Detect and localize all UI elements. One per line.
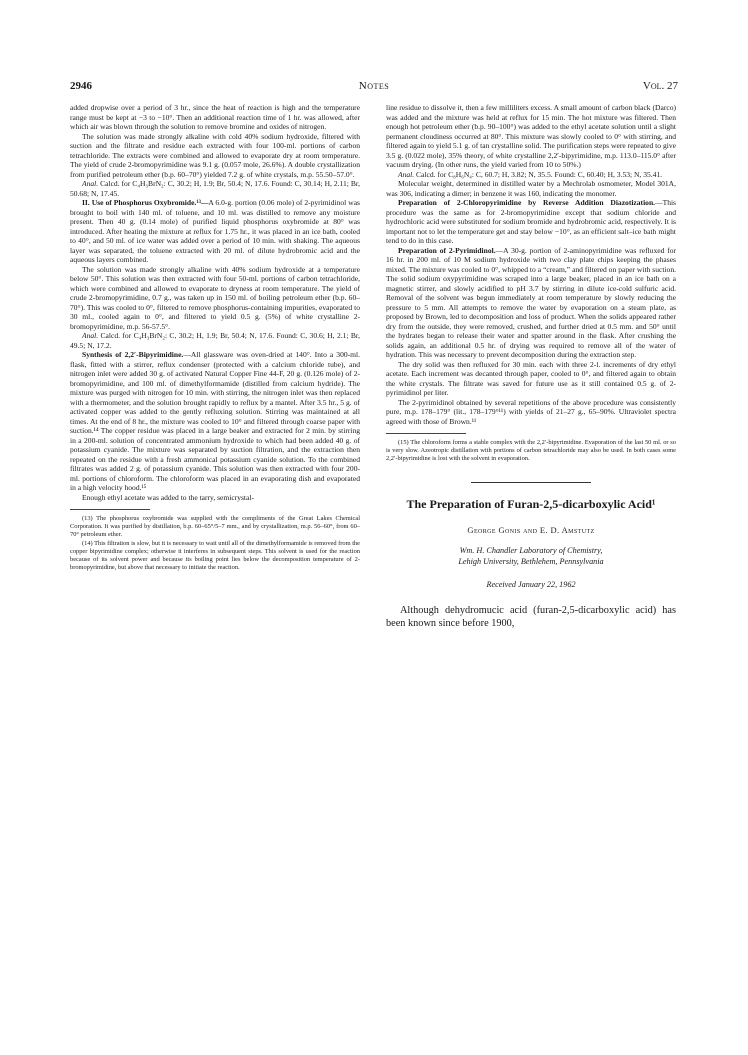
- right-column: [386, 103, 676, 1008]
- section-text: —All glassware was oven-dried at 140°. Into a 300-ml. flask, fitted with a stirrer, reflux condenser (protected with a calcium chloride tube), and nitrogen inlet were added 30 g. of activated Natural Copper Fine 44-F, 20 g. (0.126 mole) of 2-bromopyrimidine, and 100 ml. of dimethylformamide (distilled from calcium hydride). The mixture was purged with nitrogen for 10 min. with stirring, the nitrogen inlet was then replaced with a thermometer, and the solution brought rapidly to reflux by a mantel. After 3.5 hr., 5 g. of activated copper was added to the gently refluxing solution. Stirring was maintained at all times. At the end of 8 hr., the mixture was cooled to 10° and filtered through coarse paper with suction.¹⁴ The copper residue was placed in a large beaker and extracted for 2 min. by stirring in a 200-ml. solution of concentrated ammonium hydroxide to which had been added 40 g. of potassium cyanide. The mixture was separated by suction filtration, and the extraction then repeated on the residue with a fresh ammonical potassium cyanide solution. To the combined filtrates was added 2 g. of potassium cyanide. This solution was then extracted with four 200-ml. portions of chloroform. The chloroform was placed in an evaporating dish and evaporated in a high velocity hood.¹⁵: [70, 350, 360, 492]
- left-column: [70, 103, 360, 1008]
- analysis-values: Calcd. for C₄H₃BrN₂: C, 30.2; H, 1.9; Br, 50.4; N, 17.6. Found: C, 30.14; H, 2.11; Br, 50.68; N, 17.45.: [70, 179, 360, 198]
- body-paragraph: The solution was made strongly alkaline with cold 40% sodium hydroxide, filtered with suction and the filtrate and residue each extracted with four 100-ml. portions of carbon tetrachloride. The extracts were combined and allowed to evaporate dry at room temperature. The yield of crude 2-bromopyrimidine was 9.1 g. (0.057 mole, 26.6%). A double crystallization from purified petroleum ether (b.p. 60–70°) yielded 7.2 g. of white crystals, m.p. 55.50–57.0°.: [70, 131, 360, 179]
- footnote: (13) The phosphorus oxybromide was supplied with the compliments of the Great Lakes Chemical Corporation. It was purified by distillation, b.p. 60–65°/5–7 mm., and by crystallization, m.p. 56–60°, from 60–70° petroleum ether.: [70, 515, 360, 539]
- analysis-paragraph: [386, 170, 676, 180]
- article-title: The Preparation of Furan-2,5-dicarboxylic Acid¹: [406, 496, 656, 511]
- section-paragraph: [70, 350, 360, 493]
- footnote-divider: [70, 509, 150, 510]
- right-footnotes: [386, 439, 676, 464]
- analysis-values: Calcd. for C₈H₆N₄: C, 60.7; H, 3.82; N, 35.5. Found: C, 60.40; H, 3.53; N, 35.41.: [414, 169, 663, 179]
- analysis-label: Anal.: [398, 169, 415, 179]
- analysis-label: Anal.: [82, 331, 99, 340]
- left-footnotes: [70, 515, 360, 572]
- footnote-divider: [386, 433, 466, 434]
- footnote: (14) This filtration is slow, but it is necessary to wait until all of the dimethylformamide is removed from the copper bipyrimidine complex; otherwise it interferes in subsequent steps. This solvent is used for the reaction because of its solvent power and because its boiling point lies below the decomposition temperature of 2-bromopyrimidine, but above that necessary to initiate the reaction.: [70, 539, 360, 572]
- body-paragraph: Molecular weight, determined in distilled water by a Mechrolab osmometer, Model 301A, was 306, indicating a dimer; in benzene it was 160, indicating the monomer.: [386, 179, 676, 198]
- section-heading: Preparation of 2-Pyrimidinol.: [398, 245, 496, 255]
- analysis-paragraph: [70, 179, 360, 198]
- affiliation-line: Lehigh University, Bethlehem, Pennsylvania: [458, 557, 604, 567]
- analysis-values: Calcd. for C₄H₃BrN₂: C, 30.2; H, 1.9; Br, 50.4; N, 17.6. Found: C, 30.6; H, 2.1; Br, 49.5; N, 17.2.: [70, 331, 360, 350]
- footnote: (15) The chloroform forms a stable complex with the 2,2′-bipyrimidine. Evaporation of the last 50 ml. or so is very slow. Azeotropic distillation with portions of carbon tetrachloride may also be used. In both cases some 2,2′-bipyrimidine is lost with the solvent in evaporation.: [386, 439, 676, 463]
- article-divider: [471, 482, 591, 483]
- section-text: —This procedure was the same as for 2-bromopyrimidine except that sodium chloride and hydrochloric acid were substituted for sodium bromide and hydrobromic acid, respectively. It is important not to let the temperature get and stay below −10°, as an efficient salt–ice bath might tend to do in this case.: [386, 198, 676, 245]
- body-paragraph: Enough ethyl acetate was added to the tarry, semicrystal-: [82, 492, 254, 502]
- analysis-paragraph: [70, 331, 360, 350]
- page-header: [70, 80, 678, 94]
- section-text: A 6.0-g. portion (0.06 mole) of 2-pyrimidinol was brought to boil with 140 ml. of toluene, and 10 ml. was distilled to remove any moisture present. Then 40 g. (0.14 mole) of purified liquid phosphorus oxybromide at 80° was introduced. After heating the mixture at reflux for 1.75 hr., it was placed in an ice bath, cooled to 40°, and 50 ml. of ice water was added over a period of 10 min. with shaking. The aqueous layer was separated, the toluene extracted with 20 ml. of dilute hydrobromic acid and the aqueous layers combined.: [70, 198, 360, 264]
- article-intro: Although dehydromucic acid (furan-2,5-dicarboxylic acid) has been known since before 1900,: [386, 604, 676, 630]
- received-date: Received January 22, 1962: [486, 580, 576, 590]
- section-heading: II. Use of Phosphorus Oxybromide.¹³—: [82, 198, 209, 207]
- section-text: —A 30-g. portion of 2-aminopyrimidine was refluxed for 16 hr. in 200 ml. of 10 M sodium hydroxide with two clay plate chips keeping the phases mixed. The mixture was cooled to 0°, whipped to a “cream,” and filtered on paper with suction. The solid sodium oxypyrimidine was scraped into a large beaker, placed in an ice bath on a magnetic stirrer, and slowly acidified to pH 3.7 by stirring in dilute ice-cold sulfuric acid. Removal of the solvent was begun immediately at room temperature by slowly reducing the pressure to 5 mm. All attempts to remove the water by evaporation on a steam plate, as proposed by Brown, led to decomposition and loss of product. When the solids appeared rather dry from the outside, they were removed, crushed, and further dried at 0.5 mm. and 50° until the hydrates began to release their water and spatter around in the flask. After crushing the solids again, an additional 0.5 hr. of drying was required to remove all of the water of hydration. This was necessary to prevent decomposition during the extraction step.: [386, 245, 676, 359]
- body-paragraph: added dropwise over a period of 3 hr., since the heat of reaction is high and the temperature range must be kept at −3 to −10°. Then an additional reaction time of 1 hr. was allowed, after which air was blown through the solution to remove bromine and oxides of nitrogen.: [70, 103, 360, 131]
- right-body-text: [386, 103, 676, 426]
- volume-label: Vol. 27: [642, 80, 678, 92]
- section-heading: Preparation of 2-Chloropyrimidine by Reverse Addition Diazotization.: [398, 198, 656, 207]
- page-number: 2946: [70, 80, 92, 92]
- body-paragraph: The dry solid was then refluxed for 30 min. each with three 2-l. increments of dry ethyl acetate. Each increment was decanted through paper, cooled to 0°, and filtered again to obtain the white crystals. The filtrate was saved for future use as it still contained 0.5 g. of 2-pyrimidinol per liter.: [386, 359, 676, 397]
- affiliation-line: Wm. H. Chandler Laboratory of Chemistry,: [459, 546, 603, 556]
- section-paragraph: [386, 246, 676, 360]
- section-heading: Synthesis of 2,2′-Bipyrimidine.: [82, 350, 184, 359]
- section-paragraph: [70, 198, 360, 265]
- running-title: Notes: [358, 80, 390, 92]
- analysis-label: Anal.: [82, 179, 99, 188]
- body-paragraph: line residue to dissolve it, then a few milliliters excess. A small amount of carbon black (Darco) was added and the mixture was held at reflux for 15 min. The hot mixture was filtered. Then enough hot petroleum ether (b.p. 90–100°) was added to the ethyl acetate solution until a slight permanent cloudiness occurred at 80°. This mixture was slowly cooled to 0° with stirring, and filtered again to yield 5.1 g. of tan crystalline solid. The purification steps were repeated to give 3.5 g. (0.022 mole), 35% theory, of white crystalline 2,2′-bipyrimidine, m.p. 113.0–115.0° after vacuum drying. (In other runs, the yield varied from 10 to 50%.): [386, 103, 676, 169]
- body-paragraph: The 2-pyrimidinol obtained by several repetitions of the above procedure was consistently pure, m.p. 178–179° (lit., 178–179°¹¹) with yields of 21–27 g., 65–90%. Ultraviolet spectra agreed with those of Brown.¹¹: [386, 397, 676, 426]
- section-paragraph: [386, 198, 676, 246]
- body-paragraph: The solution was made strongly alkaline with 40% sodium hydroxide at a temperature below 50°. This solution was then extracted with four 50-ml. portions of carbon tetrachloride, which were combined and allowed to evaporate to dryness at room temperature. The yield of crude 2-bromopyrimidine, 0.7 g., was taken up in 150 ml. of boiling petroleum ether (b.p. 60–70°). This was cooled to 0°, filtered to remove phosphorus-containing impurities, evaporated to 30 ml., cooled again to 0°, and filtered to yield 0.5 g. (5%) of white crystalline 2-bromopyrimidine, m.p. 56-57.5°.: [70, 264, 360, 331]
- left-body-text: [70, 103, 360, 502]
- article-authors: George Gonis and E. D. Amstutz: [467, 524, 595, 535]
- article-affiliation: [386, 545, 676, 567]
